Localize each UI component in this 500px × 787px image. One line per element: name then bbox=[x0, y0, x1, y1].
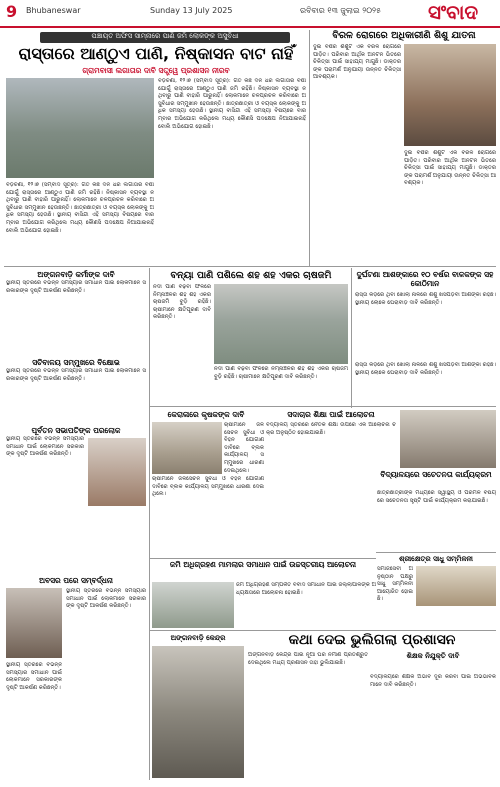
story4-body-cont: ନଦୀ ପାଣି ବଢ଼ିବା ଫଳରେ ନିମ୍ନାଞ୍ଚଳର ଶହ ଶହ ଏକର ଚାଷଜମି ବୁଡ଼ି ରହିଛି। ଚାଷୀମାନେ କ୍ଷତିପୂରଣ ଦାବି କରିଛନ୍ତି। bbox=[214, 366, 348, 380]
divider bbox=[150, 558, 376, 559]
story9-photo bbox=[416, 566, 496, 606]
story12-headline: ଶିକ୍ଷକ ନିଯୁକ୍ତି ଦାବି bbox=[406, 652, 460, 660]
story1-headline: ରାସ୍ତାରେ ଆଣ୍ଠୁଏ ପାଣି, ନିଷ୍କାସନ ବାଟ ନାହିଁ bbox=[18, 44, 294, 63]
story5-body-cont: ରାସ୍ତା କଡ଼ରେ ଥିବା ଖୋଲା ନାଳରେ ଶିଶୁ ଖସିପଡ଼ିବା ଆଶଙ୍କା ରହିଛି। ସ୍ଥାନୀୟ ଲୋକେ ଘେରାବାଡ଼ ଦାବି କରିଛନ୍ତି। bbox=[355, 362, 496, 376]
divider bbox=[149, 268, 150, 780]
story6-body: ଚାଷୀମାନେ ଜଳସେଚନ ସୁବିଧା ଓ ବିହନ ଯୋଗାଣ ଦାବିରେ ବ୍ଲକ କାର୍ଯ୍ୟାଳୟ ସମ୍ମୁଖରେ ଧାରଣା ଦେଇଥିଲେ। bbox=[224, 422, 264, 474]
story8-body: ଛାତ୍ରଛାତ୍ରୀଙ୍କ ମଧ୍ୟରେ ସ୍ୱାସ୍ଥ୍ୟ ଓ ପରିମଳ ବିଷୟରେ ସଚେତନତା ସୃଷ୍ଟି ପାଇଁ କାର୍ଯ୍ୟକ୍ରମ କରାଯାଇଛି। bbox=[377, 490, 496, 504]
story12-body: ବିଦ୍ୟାଳୟରେ ଶିକ୍ଷକ ଅଭାବ ଦୂର କରିବା ପାଇଁ ଅଭିଭାବକମାନେ ଦାବି କରିଛନ୍ତି। bbox=[370, 674, 496, 688]
left-story-d-body: ସ୍ଥାନୀୟ ସ୍ତରରେ ବିଭିନ୍ନ ସମସ୍ୟାର ସମାଧାନ ପାଇଁ ଲୋକମାନେ ସରକାରଙ୍କ ଦୃଷ୍ଟି ଆକର୍ଷଣ କରିଛନ୍ତି। bbox=[66, 588, 146, 610]
story1-body-cont: ବଡ଼ଚଣା, ୧୨।୭ (ସମ୍ବାଦ ସୂତ୍ର): ଗତ କିଛି ଦିନ ଧରି ଲଗାତାର ବର୍ଷା ଯୋଗୁଁ ରାସ୍ତାରେ ଆଣ୍ଠୁଏ ପାଣି ଜମି ରହିଛି। ନିଷ୍କାସନ ବ୍ୟବସ୍ଥା ନ ଥିବାରୁ ପାଣି ବାହାରି ପାରୁନାହିଁ। ଲୋକମାନେ ଚଳପ୍ରଚଳ କରିବାରେ ଅସୁବିଧାର ସମ୍ମୁଖୀନ ହେଉଛନ୍ତି। ଛାତ୍ରଛାତ୍ରୀ ଓ ବୟସ୍କ ଲୋକଙ୍କୁ ଅଧିକ ସମସ୍ୟା ହେଉଛି। ସ୍ଥାନୀୟ ବାସିନ୍ଦା ଏହି ସମସ୍ୟା ବିଷୟରେ ବାରମ୍ବାର ଅଭିଯୋଗ କରିଥିଲେ ମଧ୍ୟ କୌଣସି ପଦକ୍ଷେପ ନିଆଯାଇନାହିଁ ବୋଲି ଅଭିଯୋଗ ହୋଇଛି। bbox=[6, 182, 154, 234]
story2-photo bbox=[404, 44, 496, 146]
story10-body: ଜମି ଅଧିଗ୍ରହଣ ସମ୍ପର୍କିତ ବିବାଦ ସମାଧାନ ପାଇଁ ଜିଲ୍ଲାପାଳଙ୍କ ଅଧ୍ୟକ୍ଷତାରେ ଆଲୋଚନା ହୋଇଛି। bbox=[236, 582, 376, 596]
story4-photo bbox=[214, 284, 348, 364]
story9-body: ସମାଜସେବୀ ଅନୁଷ୍ଠାନ ପକ୍ଷରୁ ସାଧୁ ସମ୍ମିଳନୀ ଆୟୋଜିତ ହୋଇଛି। bbox=[377, 566, 413, 603]
divider bbox=[376, 552, 496, 553]
story4-headline: ବନ୍ୟା ପାଣି ପଶିଲେ ଶହ ଶହ ଏକର ଚାଷଜମି bbox=[170, 270, 332, 281]
story2-body: ଦୁଇ ବର୍ଷର ଶିଶୁଟି ଏକ ବିରଳ ରୋଗରେ ପୀଡ଼ିତ। ପରିବାର ଆର୍ଥିକ ଅନଟନ ଭିତରେ ଚିକିତ୍ସା ପାଇଁ ସାହାଯ୍ୟ ମାଗୁଛି। ଡାକ୍ତରଙ୍କ ପରାମର୍ଶ ଅନୁଯାୟୀ ଉନ୍ନତ ଚିକିତ୍ସା ଆବଶ୍ୟକ। bbox=[313, 44, 401, 81]
story7-headline: ସଦାଚାର ଶିକ୍ଷା ପାଇଁ ଆଲୋଚନା bbox=[287, 410, 375, 419]
story1-subhead: ଗ୍ରାମବାସୀ ଲଗାତାର ଦାବି ସତ୍ତ୍ୱେ ପ୍ରଶାସନ ନୀରବ bbox=[82, 66, 230, 75]
story11-photo bbox=[152, 646, 244, 778]
left-story-d-head: ଅବସର ପରେ ସମ୍ବର୍ଦ୍ଧନା bbox=[39, 576, 113, 585]
story8-headline: ବିଦ୍ୟାଳୟରେ ସଚେତନତା କାର୍ଯ୍ୟକ୍ରମ bbox=[380, 470, 492, 479]
divider bbox=[150, 406, 496, 407]
story1-kicker: ପଞ୍ଚାୟତ ଅଫିସ ସାମ୍ନାରେ ପାଣି ଜମି ଲୋକଙ୍କ ଅସୁବିଧା bbox=[40, 32, 290, 43]
retirement-photo bbox=[6, 588, 62, 658]
story5-headline: ଦୁର୍ଘଟଣା ଆଶଙ୍କାରେ ୧୦ ବର୍ଷର ବାଳକଙ୍କ ସହ କୋଠିମାନ bbox=[356, 270, 494, 288]
divider bbox=[309, 30, 310, 266]
edition-city: Bhubaneswar bbox=[26, 6, 81, 15]
story8-photo bbox=[400, 410, 496, 468]
story5-body: ରାସ୍ତା କଡ଼ରେ ଥିବା ଖୋଲା ନାଳରେ ଶିଶୁ ଖସିପଡ଼ିବା ଆଶଙ୍କା ରହିଛି। ସ୍ଥାନୀୟ ଲୋକେ ଘେରାବାଡ଼ ଦାବି କରିଛନ୍ତି। bbox=[355, 292, 496, 306]
left-story-c-body: ସ୍ଥାନୀୟ ସ୍ତରରେ ବିଭିନ୍ନ ସମସ୍ୟାର ସମାଧାନ ପାଇଁ ଲୋକମାନେ ସରକାରଙ୍କ ଦୃଷ୍ଟି ଆକର୍ଷଣ କରିଛନ୍ତି। bbox=[6, 436, 84, 458]
obituary-photo bbox=[88, 438, 146, 506]
story2-body-cont: ଦୁଇ ବର୍ଷର ଶିଶୁଟି ଏକ ବିରଳ ରୋଗରେ ପୀଡ଼ିତ। ପରିବାର ଆର୍ଥିକ ଅନଟନ ଭିତରେ ଚିକିତ୍ସା ପାଇଁ ସାହାଯ୍ୟ ମାଗୁଛି। ଡାକ୍ତରଙ୍କ ପରାମର୍ଶ ଅନୁଯାୟୀ ଉନ୍ନତ ଚିକିତ୍ସା ଆବଶ୍ୟକ। bbox=[404, 150, 496, 187]
divider bbox=[4, 266, 496, 267]
story1-body: ବଡ଼ଚଣା, ୧୨।୭ (ସମ୍ବାଦ ସୂତ୍ର): ଗତ କିଛି ଦିନ ଧରି ଲଗାତାର ବର୍ଷା ଯୋଗୁଁ ରାସ୍ତାରେ ଆଣ୍ଠୁଏ ପାଣି ଜମି ରହିଛି। ନିଷ୍କାସନ ବ୍ୟବସ୍ଥା ନ ଥିବାରୁ ପାଣି ବାହାରି ପାରୁନାହିଁ। ଲୋକମାନେ ଚଳପ୍ରଚଳ କରିବାରେ ଅସୁବିଧାର ସମ୍ମୁଖୀନ ହେଉଛନ୍ତି। ଛାତ୍ରଛାତ୍ରୀ ଓ ବୟସ୍କ ଲୋକଙ୍କୁ ଅଧିକ ସମସ୍ୟା ହେଉଛି। ସ୍ଥାନୀୟ ବାସିନ୍ଦା ଏହି ସମସ୍ୟା ବିଷୟରେ ବାରମ୍ବାର ଅଭିଯୋଗ କରିଥିଲେ ମଧ୍ୟ କୌଣସି ପଦକ୍ଷେପ ନିଆଯାଇନାହିଁ ବୋଲି ଅଭିଯୋଗ ହୋଇଛି। bbox=[158, 78, 306, 130]
newspaper-logo: ସଂବାଦ bbox=[428, 0, 479, 24]
story2-headline: ବିରଳ ରୋଗରେ ଅଧିକାରୀଣି ଶିଶୁ ଯାତନା bbox=[332, 30, 476, 41]
story10-photo bbox=[152, 582, 234, 628]
story10-headline: ଜମି ଅଧିଗ୍ରହଣ ମାମଲାର ସମାଧାନ ପାଇଁ ଉଚ୍ଚସ୍ତରୀୟ ଆଲୋଚନା bbox=[169, 560, 357, 569]
left-story-b-body: ସ୍ଥାନୀୟ ସ୍ତରରେ ବିଭିନ୍ନ ସମସ୍ୟାର ସମାଧାନ ପାଇଁ ଲୋକମାନେ ସରକାରଙ୍କ ଦୃଷ୍ଟି ଆକର୍ଷଣ କରିଛନ୍ତି। bbox=[6, 368, 146, 382]
left-story-a-head: ଅଙ୍ଗନବାଡ଼ି କର୍ମୀଙ୍କ ଦାବି bbox=[37, 270, 115, 279]
divider bbox=[351, 268, 352, 408]
divider bbox=[150, 630, 496, 631]
page-number: 9 bbox=[6, 2, 18, 21]
story6-headline: କେରାଳାରେ କୃଷକଙ୍କ ଦାବି bbox=[167, 410, 245, 419]
date-english: Sunday 13 July 2025 bbox=[150, 6, 233, 15]
date-odia: ରବିବାର ୧୩ ଜୁଲାଇ ୨୦୨୫ bbox=[300, 6, 381, 15]
left-story-d-body-cont: ସ୍ଥାନୀୟ ସ୍ତରରେ ବିଭିନ୍ନ ସମସ୍ୟାର ସମାଧାନ ପାଇଁ ଲୋକମାନେ ସରକାରଙ୍କ ଦୃଷ୍ଟି ଆକର୍ଷଣ କରିଛନ୍ତି। bbox=[6, 662, 62, 691]
story4-body: ନଦୀ ପାଣି ବଢ଼ିବା ଫଳରେ ନିମ୍ନାଞ୍ଚଳର ଶହ ଶହ ଏକର ଚାଷଜମି ବୁଡ଼ି ରହିଛି। ଚାଷୀମାନେ କ୍ଷତିପୂରଣ ଦାବି କରିଛନ୍ତି। bbox=[153, 284, 211, 321]
story6-photo bbox=[152, 422, 222, 474]
left-story-b-head: ସଚିବାଳୟ ସମ୍ମୁଖରେ ବିକ୍ଷୋଭ bbox=[32, 358, 120, 367]
story11-sidebar-label: ଅଙ୍ଗନବାଡ଼ି କେନ୍ଦ୍ର bbox=[170, 634, 226, 642]
story1-photo bbox=[6, 78, 154, 178]
left-story-c-head: ପୂର୍ବତନ ସଭାପତିଙ୍କ ପରଲୋକ bbox=[31, 426, 121, 435]
left-story-a-body: ସ୍ଥାନୀୟ ସ୍ତରରେ ବିଭିନ୍ନ ସମସ୍ୟାର ସମାଧାନ ପାଇଁ ଲୋକମାନେ ସରକାରଙ୍କ ଦୃଷ୍ଟି ଆକର୍ଷଣ କରିଛନ୍ତି। bbox=[6, 280, 146, 294]
story9-headline: ଶ୍ରୀକ୍ଷେତ୍ର ସାଧୁ ସମ୍ମିଳନୀ bbox=[399, 555, 473, 563]
story6-body-cont: ଚାଷୀମାନେ ଜଳସେଚନ ସୁବିଧା ଓ ବିହନ ଯୋଗାଣ ଦାବିରେ ବ୍ଲକ କାର୍ଯ୍ୟାଳୟ ସମ୍ମୁଖରେ ଧାରଣା ଦେଇଥିଲେ। bbox=[152, 476, 264, 498]
story11-body: ଅଙ୍ଗନବାଡ଼ି କେନ୍ଦ୍ର ପାଇଁ ନୂଆ ଘର ନିର୍ମାଣ ପ୍ରତିଶ୍ରୁତି ଦେଇଥିଲେ ମଧ୍ୟ ପ୍ରଶାସନ ତାହା ଭୁଲିଯାଇଛି। bbox=[248, 652, 368, 666]
story7-body: ବିଦ୍ୟାଳୟ ସ୍ତରରେ ନୈତିକ ଶିକ୍ଷା ଉପରେ ଏକ ଆଲୋଚନା ଚକ୍ର ଅନୁଷ୍ଠିତ ହୋଇଯାଇଛି। bbox=[266, 422, 396, 436]
story11-headline: କଥା ଦେଇ ଭୁଲିଗଲା ପ୍ରଶାସନ bbox=[288, 632, 456, 648]
